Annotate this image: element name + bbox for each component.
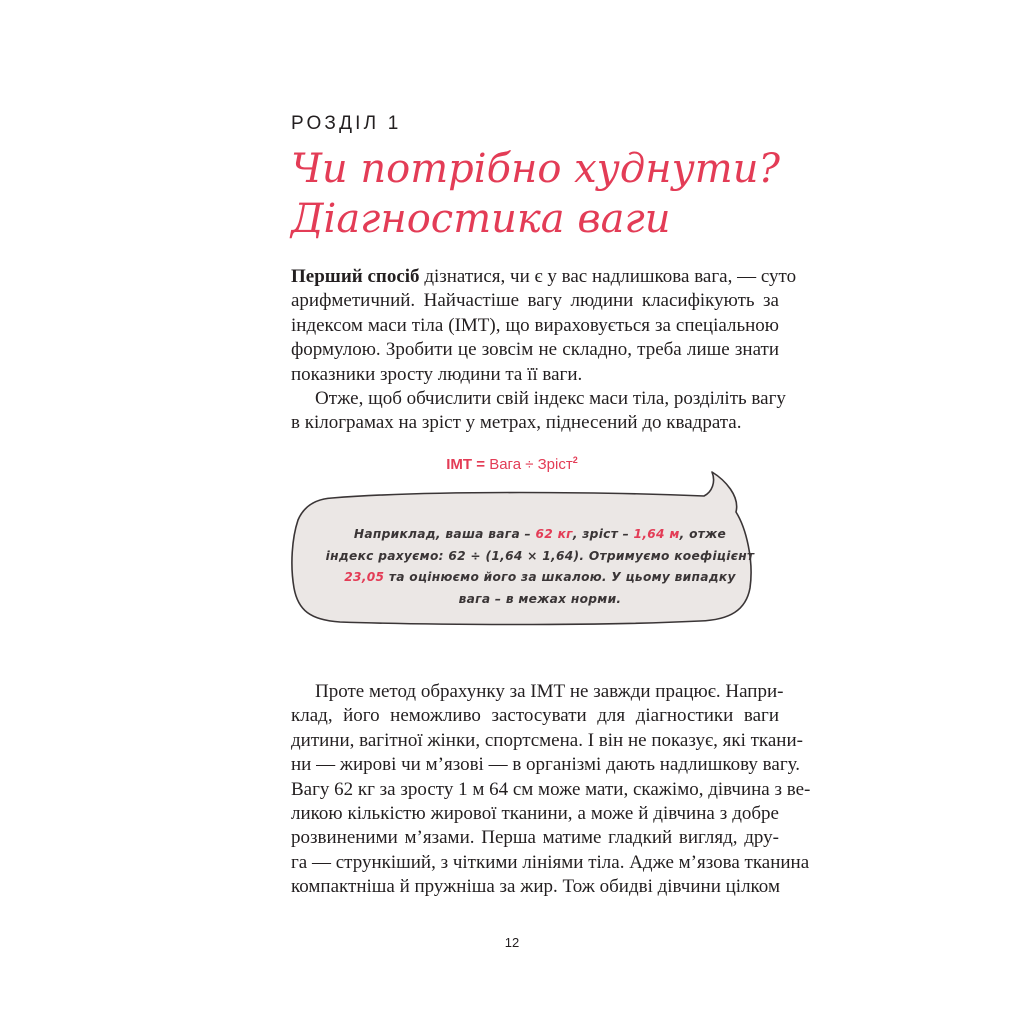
paragraph-line: клад, його неможливо застосувати для діагностики ваги (291, 705, 779, 727)
title-line-2: Діагностика ваги (291, 196, 671, 242)
paragraph-line: ликою кількістю жирової тканини, а може й дівчина з добре (291, 803, 779, 825)
paragraph-line: арифметичний. Найчастіше вагу людини класифікують за (291, 290, 779, 312)
paragraph-line: Вагу 62 кг за зросту 1 м 64 см може мати, скажімо, дівчина з ве- (291, 778, 811, 800)
bmi-formula: ІМТ = Вага ÷ Зріст$^2$ (446, 455, 578, 473)
paragraph-line: ни — жирові чи м’язові — в організмі дають надлишкову вагу. (291, 754, 800, 776)
paragraph-line: га — стрункіший, з чіткими лініями тіла. Адже м’язова тканина (291, 851, 810, 873)
example-line: вага – в межах норми. (458, 591, 622, 606)
paragraph-line: в кілограмах на зріст у метрах, піднесений до квадрата. (291, 412, 742, 434)
paragraph-method-limits (291, 680, 811, 900)
title-line-1: Чи потрібно худнути? (291, 146, 780, 192)
paragraph-line: показники зросту людини та її ваги. (291, 363, 583, 385)
page-number: 12 (504, 935, 520, 950)
paragraph-line: Перший спосіб дізнатися, чи є у вас надлишкова вага, — суто (291, 266, 797, 287)
example-line: Наприклад, ваша вага – 62 кг, зріст – 1,64 м, отже (353, 527, 727, 541)
height-value: 1,64 м (633, 527, 680, 541)
chapter-label: РОЗДІЛ 1 (291, 113, 402, 134)
paragraph-line: компактніша й пружніша за жир. Тож обидві дівчини цілком (291, 876, 780, 898)
bmi-result-value: 23,05 (344, 570, 385, 584)
paragraph-intro (291, 265, 797, 436)
paragraph-line: дитини, вагітної жінки, спортсмена. І він не показує, які ткани- (291, 729, 803, 751)
paragraph-line: Отже, щоб обчислити свій індекс маси тіла, розділіть вагу (315, 388, 786, 410)
example-line: індекс рахуємо: 62 ÷ (1,64 × 1,64). Отримуємо коефіцієнт (325, 548, 755, 563)
paragraph-line: формулою. Зробити це зовсім не складно, треба лише знати (291, 339, 779, 361)
paragraph-line: Проте метод обрахунку за ІМТ не завжди працює. Напри- (315, 681, 784, 702)
chapter-title (291, 144, 780, 244)
bold-lead: Перший спосіб (291, 266, 420, 287)
weight-value: 62 кг (535, 527, 573, 541)
paragraph-line: індексом маси тіла (ІМТ), що вираховується за спеціальною (291, 314, 779, 336)
example-text (315, 524, 765, 610)
paragraph-line: розвиненими м’язами. Перша матиме гладкий вигляд, дру- (291, 827, 779, 849)
example-line: 23,05 та оцінюємо його за шкалою. У цьому випадку (344, 570, 736, 584)
